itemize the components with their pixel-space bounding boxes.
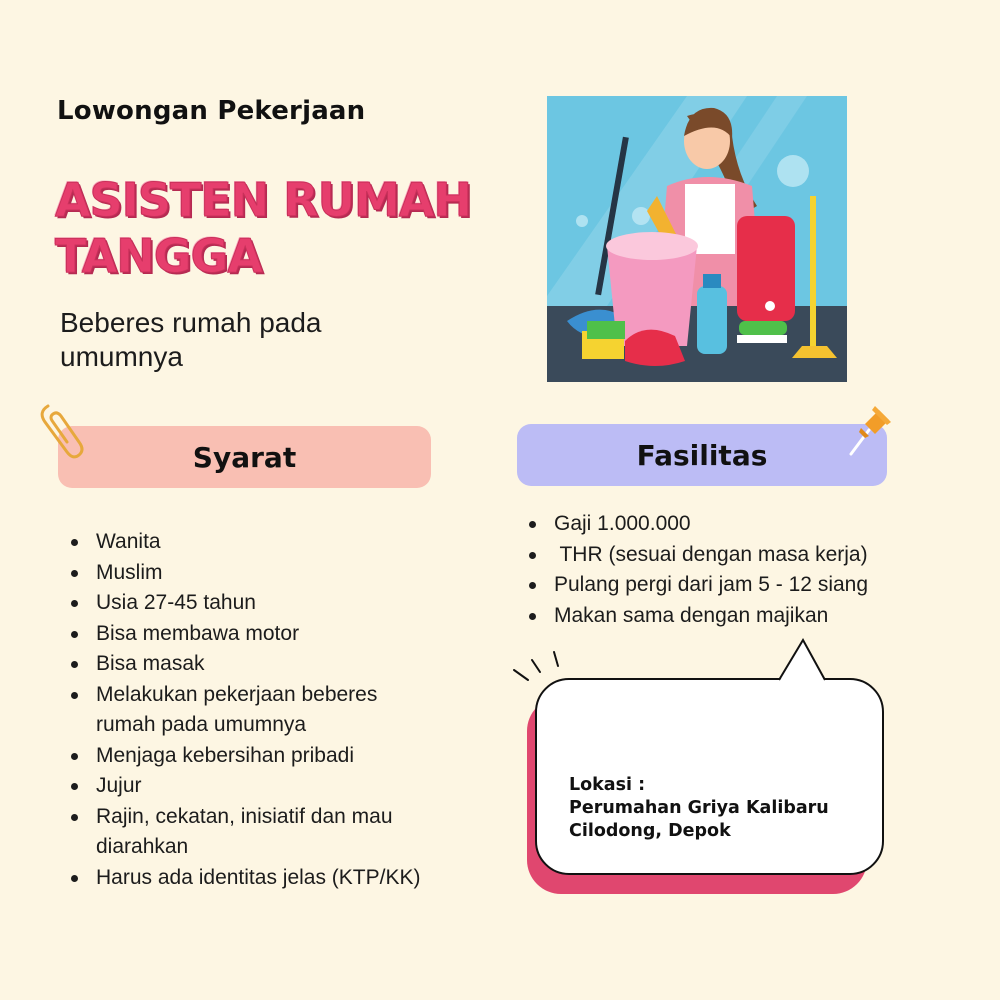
eyebrow-heading: Lowongan Pekerjaan [57,96,366,126]
list-item: Bisa masak [62,649,462,680]
location-label: Lokasi : [569,775,646,795]
syarat-list [62,527,462,893]
syarat-banner [58,426,431,488]
location-line1: Perumahan Griya Kalibaru [569,798,829,818]
job-title-line2: TANGGA [55,229,263,283]
job-title [55,172,495,284]
paperclip-icon [36,400,86,462]
list-item: Bisa membawa motor [62,619,462,650]
fasilitas-banner [517,424,887,486]
fasilitas-list [520,509,920,631]
job-subtitle: Beberes rumah pada umumnya [60,307,322,372]
list-item: Usia 27-45 tahun [62,588,462,619]
list-item: Muslim [62,558,462,589]
list-item: THR (sesuai dengan masa kerja) [520,540,920,571]
cleaning-lady-icon [547,96,847,382]
list-item: Wanita [62,527,462,558]
job-title-line1: ASISTEN RUMAH [55,173,471,227]
bubble-tail [775,636,835,682]
pushpin-icon [845,402,895,460]
list-item: Rajin, cekatan, inisiatif dan mau diarahkan [62,802,436,863]
list-item: Gaji 1.000.000 [520,509,920,540]
list-item: Harus ada identitas jelas (KTP/KK) [62,863,462,894]
fasilitas-heading: Fasilitas [636,438,768,472]
list-item: Jujur [62,771,462,802]
cleaning-illustration [547,96,847,382]
list-item: Melakukan pekerjaan beberes rumah pada umumnya [62,680,426,741]
syarat-heading: Syarat [192,440,297,474]
location-text [569,774,829,843]
location-line2: Cilodong, Depok [569,821,731,841]
list-item: Pulang pergi dari jam 5 - 12 siang [520,570,920,601]
list-item: Menjaga kebersihan pribadi [62,741,462,772]
list-item: Makan sama dengan majikan [520,601,920,632]
